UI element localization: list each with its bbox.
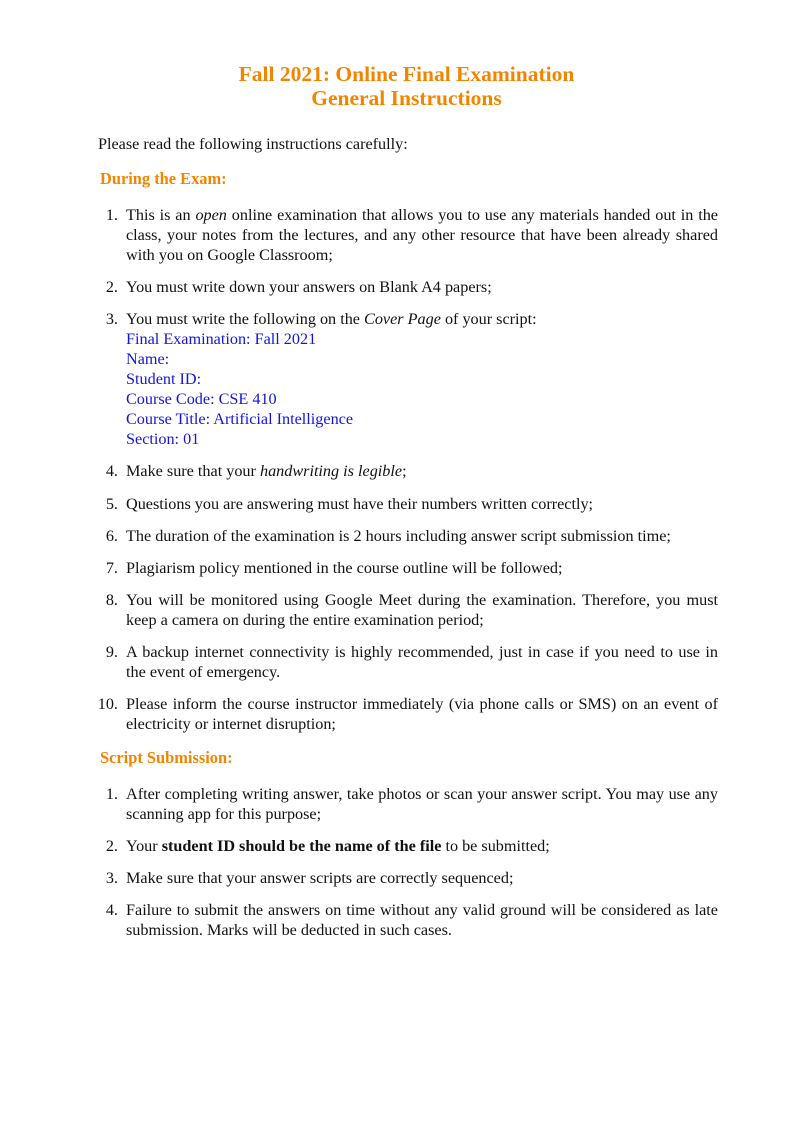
- instruction-segment-italic: Cover Page: [364, 309, 441, 328]
- instruction-segment: This is an: [126, 205, 196, 224]
- list-item-during-4: [122, 461, 718, 481]
- cover-line-student-id: Student ID:: [126, 370, 202, 389]
- instruction-segment: A backup internet connectivity is highly recommended, just in case if you need to use in the event of emergency.: [126, 642, 718, 681]
- instruction-segment: to be submitted;: [441, 836, 550, 855]
- cover-line-name: Name:: [126, 350, 170, 369]
- instruction-segment: online examination that allows you to use any materials handed out in the class, your notes from the lectures, and any other resource that have been already shared with you on Google Classroom;: [126, 205, 718, 264]
- cover-line-course-title: Course Title: Artificial Intelligence: [126, 410, 354, 429]
- list-item-during-7: [122, 558, 718, 578]
- list-item-during-8: [122, 590, 718, 630]
- list-item-submission-4: [122, 900, 718, 940]
- instruction-segment: of your script:: [440, 309, 537, 328]
- list-item-submission-2: [122, 836, 718, 856]
- list-item-during-1: [122, 205, 718, 265]
- list-item-during-6: [122, 526, 718, 546]
- instruction-segment-bold: student ID should be the name of the file: [161, 836, 442, 855]
- during-exam-list: [95, 205, 718, 735]
- cover-line-course-code: Course Code: CSE 410: [126, 390, 277, 409]
- list-item-during-10: [122, 694, 718, 734]
- title-line-1: Fall 2021: Online Final Examination: [238, 62, 575, 86]
- section-heading-during-exam: During the Exam:: [100, 169, 227, 189]
- list-item-during-9: [122, 642, 718, 682]
- section-heading-script-submission: Script Submission:: [100, 748, 233, 768]
- instruction-segment: Your: [126, 836, 162, 855]
- instruction-segment: ;: [402, 462, 407, 481]
- instruction-segment-italic: handwriting is legible: [259, 462, 403, 481]
- list-item-submission-1: [122, 784, 718, 824]
- script-submission-list: [95, 784, 718, 940]
- instruction-segment: You must write down your answers on Blank A4 papers;: [126, 277, 492, 296]
- cover-page-block: [126, 329, 718, 449]
- instruction-segment: Plagiarism policy mentioned in the course outline will be followed;: [126, 558, 563, 577]
- document-title: [95, 62, 718, 110]
- instruction-segment: After completing writing answer, take photos or scan your answer script. You may use any scanning app for this purpose;: [126, 784, 718, 823]
- instruction-segment: Make sure that your answer scripts are correctly sequenced;: [126, 868, 514, 887]
- cover-line-section: Section: 01: [126, 430, 200, 449]
- list-item-submission-3: [122, 868, 718, 888]
- cover-line-exam: Final Examination: Fall 2021: [126, 329, 317, 348]
- intro-text: Please read the following instructions carefully:: [98, 135, 408, 154]
- instruction-segment: You will be monitored using Google Meet during the examination. Therefore, you must keep a camera on during the entire examination period;: [126, 590, 718, 629]
- list-item-during-3: [122, 309, 718, 450]
- instruction-segment: Please inform the course instructor immediately (via phone calls or SMS) on an event of electricity or internet disruption;: [126, 695, 718, 734]
- title-line-2: General Instructions: [311, 86, 502, 111]
- instruction-segment: Questions you are answering must have their numbers written correctly;: [126, 494, 594, 513]
- list-item-during-2: [122, 277, 718, 297]
- list-item-during-5: [122, 494, 718, 514]
- instruction-segment: Make sure that your: [126, 462, 260, 481]
- instruction-segment: Failure to submit the answers on time without any valid ground will be considered as late submission. Marks will be deducted in such cases.: [126, 900, 718, 939]
- instruction-segment-italic: open: [195, 205, 227, 224]
- instruction-segment: You must write the following on the: [126, 309, 365, 328]
- instruction-segment: The duration of the examination is 2 hours including answer script submission time;: [126, 526, 671, 545]
